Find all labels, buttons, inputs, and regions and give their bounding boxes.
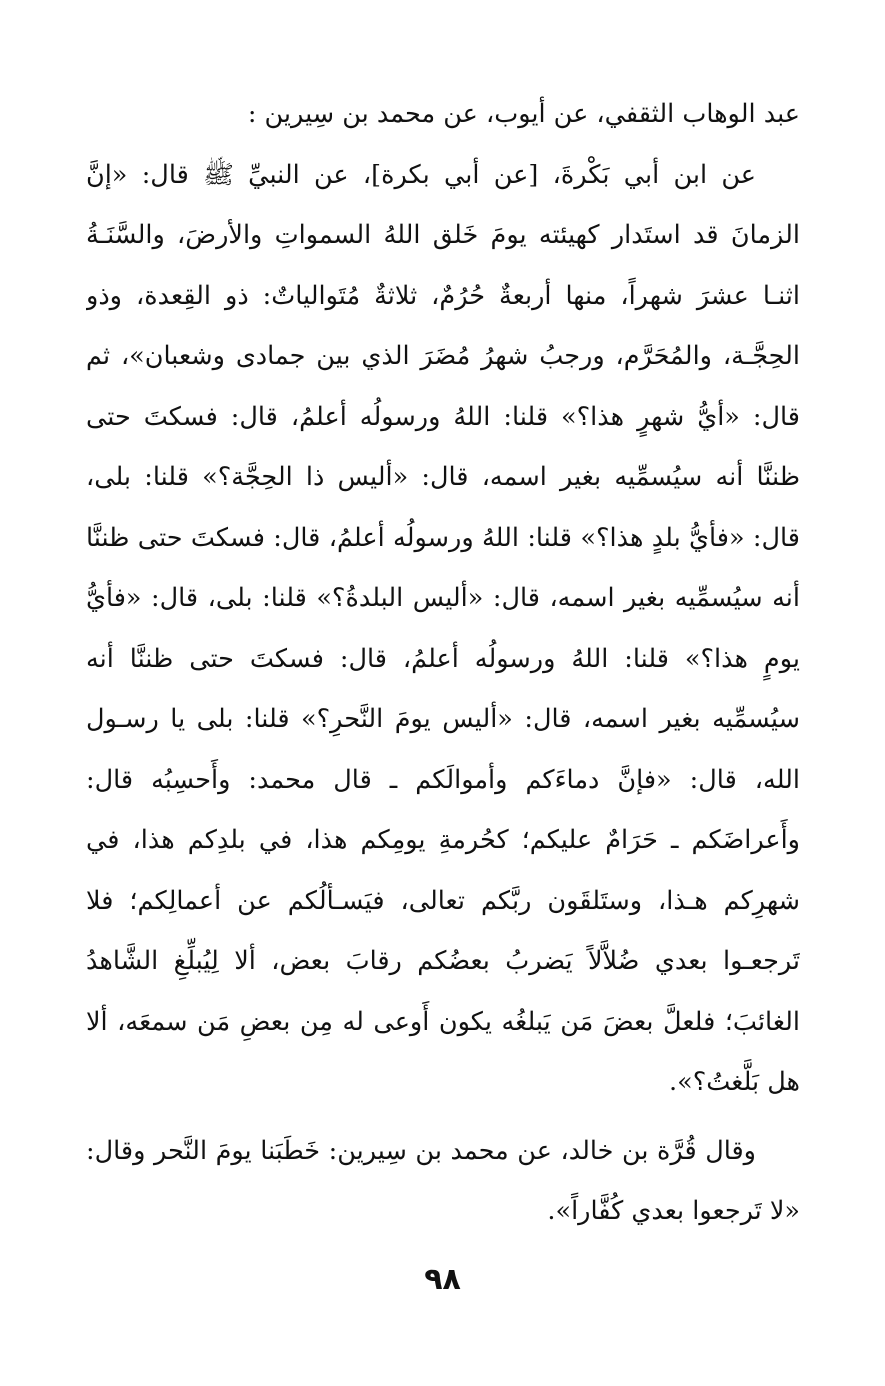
page-number: ٩٨ <box>424 1262 461 1297</box>
hadith-paragraph: عن ابن أبي بَكْرةَ، [عن أبي بكرة]، عن النبيِّ ﷺ قال: «إنَّ الزمانَ قد استَدار كهيئته يومَ خَلق اللهُ السمواتِ والأرضَ، والسَّنَـةُ اثنـا عشرَ شهراً، منها أربعةٌ حُرُمٌ، ثلاثةٌ مُتَوالياتٌ: ذو القِعدة، وذو الحِجَّـة، والمُحَرَّم، ورجبُ شهرُ مُضَرَ الذي بين جمادى وشعبان»، ثم قال: «أيُّ شهرٍ هذا؟» قلنا: اللهُ ورسولُه أعلمُ، قال: فسكتَ حتى ظننَّا أنه سيُسمِّيه بغير اسمه، قال: «أليس ذا الحِجَّة؟» قلنا: بلى، قال: «فأيُّ بلدٍ هذا؟» قلنا: اللهُ ورسولُه أعلمُ، قال: فسكتَ حتى ظننَّا أنه سيُسمِّيه بغير اسمه، قال: «أليس البلدةُ؟» قلنا: بلى، قال: «فأيُّ يومٍ هذا؟» قلنا: اللهُ ورسولُه أعلمُ، قال: فسكتَ حتى ظننَّا أنه سيُسمِّيه بغير اسمه، قال: «أليس يومَ النَّحرِ؟» قلنا: بلى يا رسـول الله، قال: «فإنَّ دماءَكم وأموالَكم ـ قال محمد: وأَحسِبُه قال: وأَعراضَكم ـ حَرَامٌ عليكم؛ كحُرمةِ يومِكم هذا، في بلدِكم هذا، في شهرِكم هـذا، وستَلقَون ربَّكم تعالى، فيَسـألُكم عن أعمالِكم؛ فلا تَرجعـوا بعدي ضُلاَّلاً يَضربُ بعضُكم رقابَ بعض، ألا لِيُبلِّغِ الشَّاهدُ الغائبَ؛ فلعلَّ بعضَ مَن يَبلغُه يكون أَوعى له مِن بعضِ مَن سمعَه، ألا هل بَلَّغتُ؟». <box>86 159 800 1097</box>
qurra-narration-paragraph: وقال قُرَّة بن خالد، عن محمد بن سِيرين: خَطَبَنا يومَ النَّحر وقال: «لا تَرجعوا بعدي كُفَّاراً». <box>86 1135 800 1226</box>
isnad-line: عبد الوهاب الثقفي، عن أيوب، عن محمد بن سِيرين : <box>247 99 800 129</box>
page-body <box>86 84 800 1244</box>
